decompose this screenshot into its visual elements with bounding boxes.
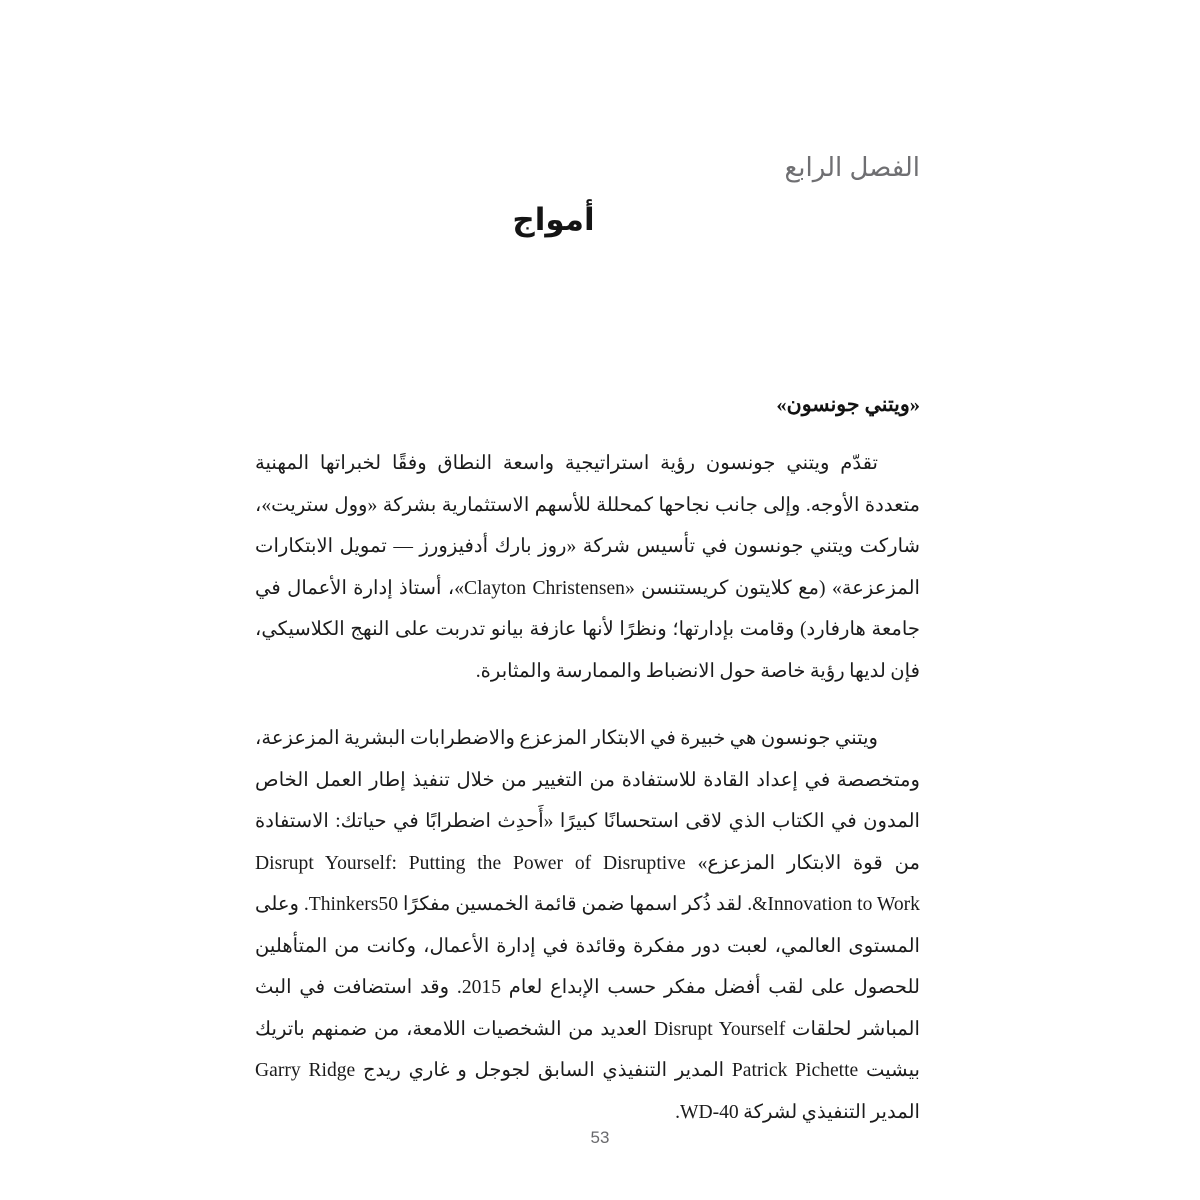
page-number: 53 bbox=[590, 1128, 610, 1147]
paragraph: ويتني جونسون هي خبيرة في الابتكار المزعزع والاضطرابات البشرية المزعزعة، ومتخصصة في إعداد القادة للاستفادة من التغيير من خلال تنفيذ إطار العمل الخاص المدون في الكتاب الذي لاقى استحسانًا كبيرًا «أَحدِث اضطرابًا في حياتك: الاستفادة من قوة الابتكار المزعزع» Disrupt Yourself: Putting the Power of Disruptive Innovation to Work&. لقد ذُكر اسمها ضمن قائمة الخمسين مفكرًا Thinkers50. وعلى المستوى العالمي، لعبت دور مفكرة وقائدة في إدارة الأعمال، وكانت من المتأهلين للحصول على لقب أفضل مفكر حسب الإبداع لعام 2015. وقد استضافت في البث المباشر لحلقات Disrupt Yourself العديد من الشخصيات اللامعة، من ضمنهم باتريك بيشيت Patrick Pichette المدير التنفيذي السابق لجوجل و غاري ريدج Garry Ridge المدير التنفيذي لشركة WD-40. bbox=[255, 728, 920, 1123]
paragraph: تقدّم ويتني جونسون رؤية استراتيجية واسعة النطاق وفقًا لخبراتها المهنية متعددة الأوجه. وإلى جانب نجاحها كمحللة للأسهم الاستثمارية بشركة «وول ستريت»، شاركت ويتني جونسون في تأسيس شركة «روز بارك أدفيزورز — تمويل الابتكارات المزعزعة» (مع كلايتون كريستنسن «Clayton Christensen»، أستاذ إدارة الأعمال في جامعة هارفارد) وقامت بإدارتها؛ ونظرًا لأنها عازفة بيانو تدربت على النهج الكلاسيكي، فإن لديها رؤية خاصة حول الانضباط والممارسة والمثابرة. bbox=[255, 453, 920, 682]
body-text-block bbox=[255, 392, 920, 1133]
chapter-label: الفصل الرابع bbox=[784, 152, 920, 182]
page-content-column bbox=[255, 0, 920, 1200]
section-subheading: «ويتني جونسون» bbox=[776, 394, 920, 416]
page-title: أمواج bbox=[512, 202, 595, 237]
